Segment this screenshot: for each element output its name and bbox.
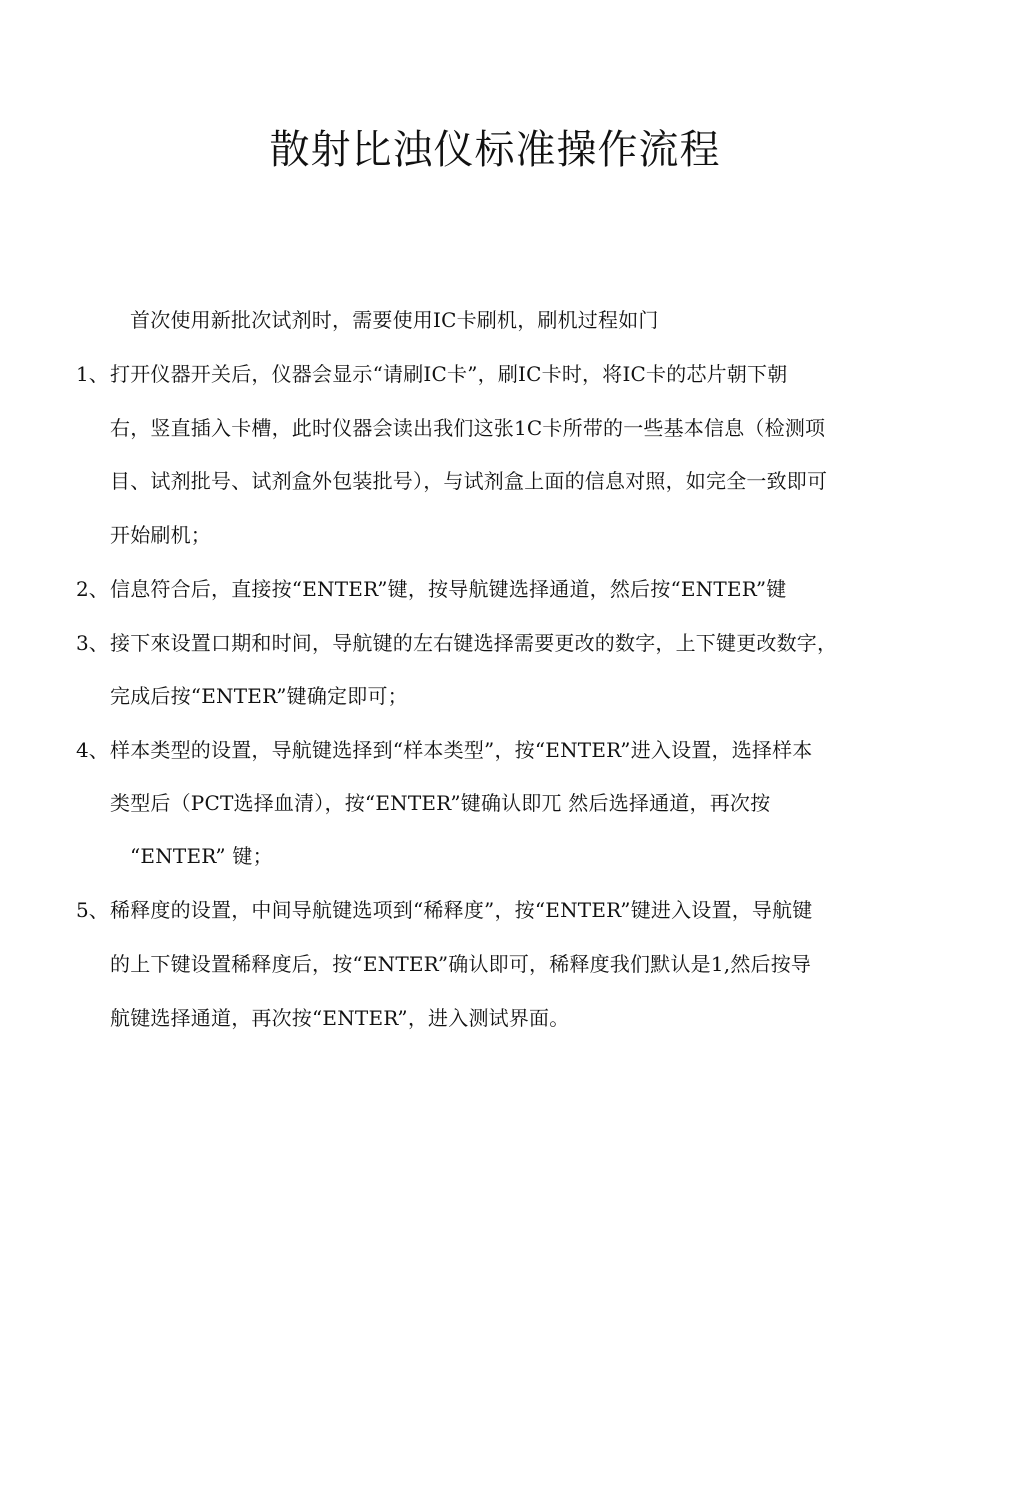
step-1-number: 1、 [76,362,109,386]
step-1-line-4: 开始刷机； [110,523,211,547]
step-4-line-1: 样本类型的设置，导航键选择到“样本类型”，按“ENTER”进入设置，选择样本 [110,738,813,762]
step-5-number: 5、 [76,898,109,922]
step-2-line-1: 信息符合后，直接按“ENTER”键，按导航键选择通道，然后按“ENTER”键 [110,577,787,601]
step-1-line-2: 右，竖直插入卡槽，此时仪器会读出我们这张1C卡所带的一些基本信息（检测项 [110,416,826,440]
step-4-line-2: 类型后（PCT选择血清），按“ENTER”键确认即兀 然后选择通道，再次按 [110,791,771,815]
step-5-line-1: 稀释度的设置，中间导航键选项到“稀释度”，按“ENTER”键进入设置，导航键 [110,898,813,922]
step-3-line-1: 接下來设置口期和时间，导航键的左右键选择需要更改的数字，上下键更改数字， [110,631,838,655]
step-3-number: 3、 [76,631,109,655]
step-4-number: 4、 [76,738,109,762]
intro-paragraph: 首次使用新批次试剂时，需要使用IC卡刷机，刷机过程如门 [130,308,659,332]
step-5-line-3: 航键选择通道，再次按“ENTER”，进入测试界面。 [110,1006,570,1030]
step-1-line-3: 目、试剂批号、试剂盒外包装批号），与试剂盒上面的信息对照，如完全一致即可 [110,469,828,493]
page-title: 散射比浊仪标准操作流程 [269,127,721,173]
step-3-line-2: 完成后按“ENTER”键确定即可； [110,684,408,708]
step-2-number: 2、 [76,577,109,601]
step-4-line-3: “ENTER” 键； [130,844,273,868]
step-1-line-1: 打开仪器开关后，仪器会显示“请刷IC卡”，刷IC卡时，将IC卡的芯片朝下朝 [110,362,788,386]
step-5-line-2: 的上下键设置稀释度后，按“ENTER”确认即可，稀释度我们默认是1,然后按导 [110,952,812,976]
